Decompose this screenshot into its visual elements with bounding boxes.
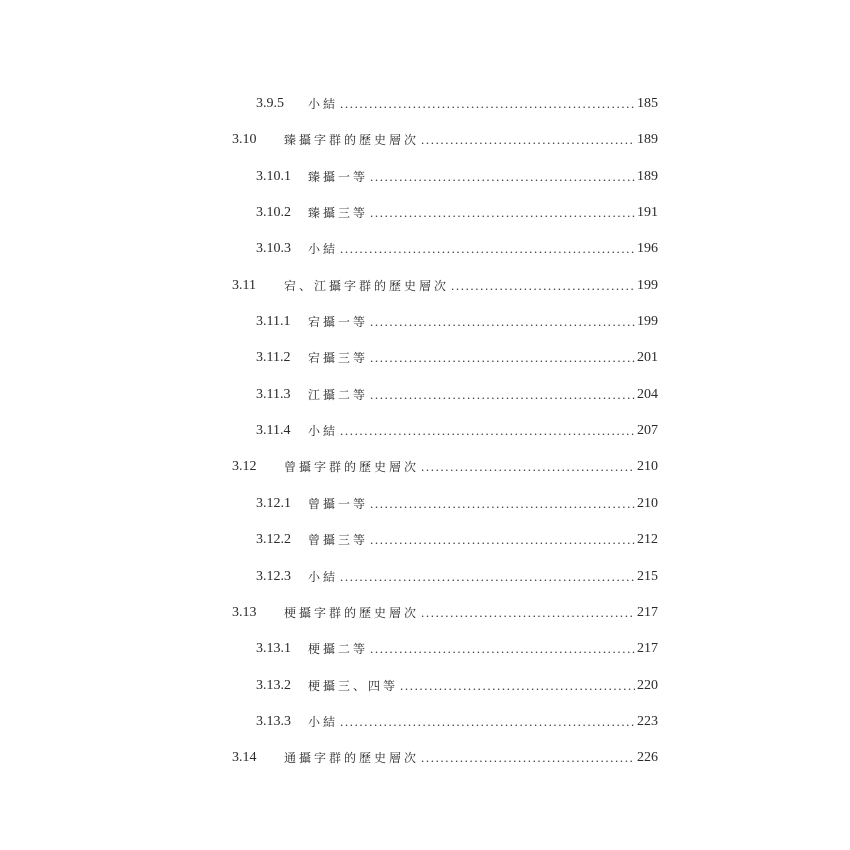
section-number: 3.11.1	[256, 314, 291, 329]
section-number: 3.14	[232, 750, 257, 765]
section-title: 小結	[308, 242, 339, 256]
toc-entry-3-12-1[interactable]	[256, 493, 658, 515]
toc-entry-3-13-1[interactable]	[256, 638, 658, 660]
toc-entry-3-12[interactable]	[232, 456, 658, 478]
page-number: 210	[637, 496, 658, 511]
dot-leader	[451, 275, 635, 297]
dot-leader	[421, 602, 635, 624]
section-title: 小結	[308, 570, 339, 584]
section-number: 3.10.2	[256, 205, 291, 220]
toc-entry-3-14[interactable]	[232, 747, 658, 769]
dot-leader	[421, 129, 635, 151]
dot-leader	[370, 638, 635, 660]
toc-entry-3-9-5[interactable]	[256, 93, 658, 115]
page-number: 191	[637, 205, 658, 220]
section-title: 通攝字群的歷史層次	[284, 751, 420, 765]
toc-entry-3-12-3[interactable]	[256, 566, 658, 588]
section-number: 3.12.3	[256, 569, 291, 584]
section-title: 宕攝一等	[308, 315, 369, 329]
toc-entry-3-11-1[interactable]	[256, 311, 658, 333]
toc-entry-3-11-3[interactable]	[256, 384, 658, 406]
section-title: 梗攝二等	[308, 642, 369, 656]
section-title: 宕攝三等	[308, 351, 369, 365]
section-title: 臻攝三等	[308, 206, 369, 220]
section-title: 臻攝字群的歷史層次	[284, 133, 420, 147]
section-number: 3.13.3	[256, 714, 291, 729]
section-number: 3.11.4	[256, 423, 291, 438]
section-number: 3.12	[232, 459, 257, 474]
toc-entry-3-13-2[interactable]	[256, 675, 658, 697]
toc-entry-3-11-4[interactable]	[256, 420, 658, 442]
page-number: 207	[637, 423, 658, 438]
toc-entry-3-10-2[interactable]	[256, 202, 658, 224]
dot-leader	[400, 675, 635, 697]
dot-leader	[370, 311, 635, 333]
dot-leader	[421, 456, 635, 478]
section-title: 小結	[308, 424, 339, 438]
section-number: 3.11.2	[256, 350, 291, 365]
dot-leader	[340, 238, 635, 260]
section-number: 3.13.2	[256, 678, 291, 693]
page-number: 210	[637, 459, 658, 474]
dot-leader	[340, 711, 635, 733]
toc-entry-3-13[interactable]	[232, 602, 658, 624]
page-number: 226	[637, 750, 658, 765]
page-number: 212	[637, 532, 658, 547]
dot-leader	[370, 347, 635, 369]
section-title: 小結	[308, 97, 339, 111]
page-number: 201	[637, 350, 658, 365]
page-number: 199	[637, 278, 658, 293]
page-number: 189	[637, 169, 658, 184]
page-number: 220	[637, 678, 658, 693]
section-number: 3.12.2	[256, 532, 291, 547]
section-number: 3.12.1	[256, 496, 291, 511]
page-number: 217	[637, 641, 658, 656]
dot-leader	[370, 384, 635, 406]
page-number: 223	[637, 714, 658, 729]
section-number: 3.11	[232, 278, 256, 293]
dot-leader	[370, 202, 635, 224]
section-title: 梗攝三、四等	[308, 679, 399, 693]
dot-leader	[370, 529, 635, 551]
dot-leader	[340, 420, 635, 442]
page-number: 196	[637, 241, 658, 256]
section-number: 3.11.3	[256, 387, 291, 402]
dot-leader	[370, 493, 635, 515]
section-title: 江攝二等	[308, 388, 369, 402]
section-title: 曾攝一等	[308, 497, 369, 511]
section-title: 宕、江攝字群的歷史層次	[284, 279, 450, 293]
section-title: 曾攝三等	[308, 533, 369, 547]
section-number: 3.10.3	[256, 241, 291, 256]
dot-leader	[340, 566, 635, 588]
dot-leader	[370, 166, 635, 188]
section-number: 3.10	[232, 132, 257, 147]
toc-entry-3-13-3[interactable]	[256, 711, 658, 733]
toc-entry-3-12-2[interactable]	[256, 529, 658, 551]
page-number: 204	[637, 387, 658, 402]
section-title: 曾攝字群的歷史層次	[284, 460, 420, 474]
toc-entry-3-10-3[interactable]	[256, 238, 658, 260]
section-number: 3.13	[232, 605, 257, 620]
dot-leader	[340, 93, 635, 115]
page-number: 215	[637, 569, 658, 584]
toc-entry-3-11[interactable]	[232, 275, 658, 297]
page-number: 185	[637, 96, 658, 111]
page-number: 189	[637, 132, 658, 147]
toc-entry-3-10-1[interactable]	[256, 166, 658, 188]
section-title: 梗攝字群的歷史層次	[284, 606, 420, 620]
page-number: 199	[637, 314, 658, 329]
section-title: 小結	[308, 715, 339, 729]
section-number: 3.13.1	[256, 641, 291, 656]
section-title: 臻攝一等	[308, 170, 369, 184]
section-number: 3.10.1	[256, 169, 291, 184]
dot-leader	[421, 747, 635, 769]
page-number: 217	[637, 605, 658, 620]
section-number: 3.9.5	[256, 96, 284, 111]
toc-entry-3-11-2[interactable]	[256, 347, 658, 369]
toc-entry-3-10[interactable]	[232, 129, 658, 151]
